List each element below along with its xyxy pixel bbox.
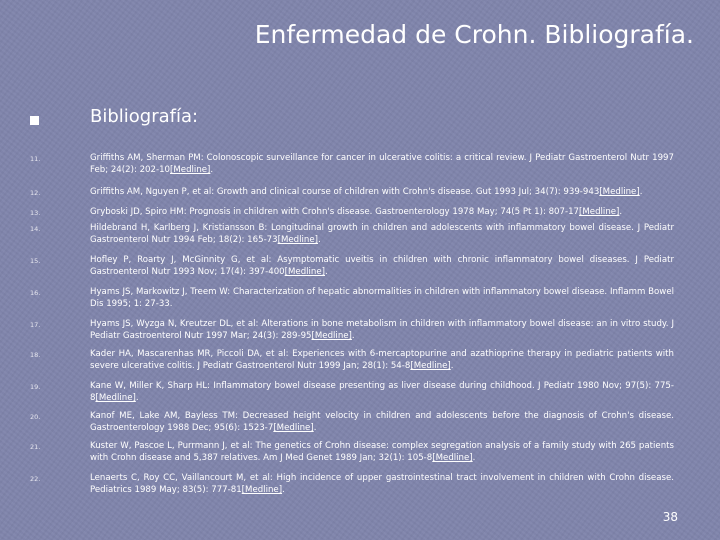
citation: Griffiths AM, Nguyen P, et al: Growth and clinical course of children with Crohn's disease. Gut 1993 Jul; 34(7): 939-943 bbox=[90, 187, 600, 197]
reference-text bbox=[90, 380, 674, 404]
reference-number: 13. bbox=[30, 209, 41, 217]
reference-text bbox=[90, 286, 674, 310]
page-number: 38 bbox=[662, 510, 678, 524]
bullet-square-icon bbox=[30, 116, 39, 125]
medline-link[interactable]: [Medline] bbox=[410, 361, 451, 371]
citation: Hofley P, Roarty J, McGinnity G, et al: Asymptomatic uveitis in children with chronic inflammatory bowel diseases. J Pediatr Gastroenterol Nutr 1993 Nov; 17(4): 397-400 bbox=[90, 255, 674, 277]
citation: Kader HA, Mascarenhas MR, Piccoli DA, et al: Experiences with 6-mercaptopurine and azathioprine therapy in pediatric patients with severe ulcerative colitis. J Pediatr Gastroenterol Nutr 1999 Jan; 28(1): 54-8 bbox=[90, 349, 674, 371]
reference-number: 17. bbox=[30, 321, 41, 329]
reference-number: 18. bbox=[30, 351, 41, 359]
reference-number: 12. bbox=[30, 189, 41, 197]
citation-end: . bbox=[325, 267, 328, 277]
reference-text bbox=[90, 152, 674, 176]
reference-number: 15. bbox=[30, 257, 41, 265]
reference-number: 19. bbox=[30, 383, 41, 391]
reference-number: 14. bbox=[30, 225, 41, 233]
reference-text bbox=[90, 254, 674, 278]
medline-link[interactable]: [Medline] bbox=[277, 235, 318, 245]
citation-end: . bbox=[450, 361, 454, 371]
reference-text bbox=[90, 348, 674, 372]
citation: Gryboski JD, Spiro HM: Prognosis in children with Crohn's disease. Gastroenterology 1978 May; 74(5 Pt 1): 807-17 bbox=[90, 207, 580, 217]
citation-end: . bbox=[313, 423, 317, 433]
citation: Kane W, Miller K, Sharp HL: Inflammatory bowel disease presenting as liver disease during childhood. J Pediatr 1980 Nov; 97(5): 775-8 bbox=[90, 381, 674, 403]
medline-link[interactable]: [Medline] bbox=[579, 207, 620, 217]
reference-text bbox=[90, 410, 674, 434]
citation: Kanof ME, Lake AM, Bayless TM: Decreased height velocity in children and adolescents before the diagnosis of Crohn's disease. Gastroenterology 1988 Dec; 95(6): 1523-7 bbox=[90, 411, 674, 433]
reference-text bbox=[90, 472, 674, 496]
medline-link[interactable]: [Medline] bbox=[599, 187, 640, 197]
medline-link[interactable]: [Medline] bbox=[311, 331, 352, 341]
citation: Kuster W, Pascoe L, Purrmann J, et al: The genetics of Crohn disease: complex segregation analysis of a family study with 265 patients with Crohn disease and 5,387 relatives. Am J Med Genet 1989 Jan; 32(1): 105-8 bbox=[90, 441, 674, 463]
citation-end: . bbox=[135, 393, 139, 403]
citation: Hyams JS, Wyzga N, Kreutzer DL, et al: Alterations in bone metabolism in children with inflammatory bowel disease: an in vitro study. J Pediatr Gastroenterol Nutr 1997 Mar; 24(3): 289-95 bbox=[90, 319, 674, 341]
reference-text bbox=[90, 318, 674, 342]
citation-end: . bbox=[639, 187, 643, 197]
citation: Hyams JS, Markowitz J, Treem W: Characterization of hepatic abnormalities in children with inflammatory bowel disease. Inflamm Bowel Dis 1995; 1: 27-33. bbox=[90, 287, 674, 309]
medline-link[interactable]: [Medline] bbox=[432, 453, 473, 463]
reference-number: 20. bbox=[30, 413, 41, 421]
citation-end: . bbox=[351, 331, 355, 341]
slide-title: Enfermedad de Crohn. Bibliografía. bbox=[254, 20, 694, 49]
citation-end: . bbox=[619, 207, 623, 217]
medline-link[interactable]: [Medline] bbox=[95, 393, 136, 403]
reference-number: 21. bbox=[30, 443, 41, 451]
citation-end: . bbox=[472, 453, 476, 463]
medline-link[interactable]: [Medline] bbox=[170, 165, 211, 175]
reference-text bbox=[90, 206, 674, 218]
reference-number: 22. bbox=[30, 475, 41, 483]
reference-text bbox=[90, 440, 674, 464]
reference-number: 11. bbox=[30, 155, 41, 163]
reference-text bbox=[90, 186, 674, 198]
medline-link[interactable]: [Medline] bbox=[284, 267, 326, 277]
medline-link[interactable]: [Medline] bbox=[241, 485, 283, 495]
section-heading: Bibliografía: bbox=[90, 106, 199, 127]
reference-number: 16. bbox=[30, 289, 41, 297]
medline-link[interactable]: [Medline] bbox=[273, 423, 314, 433]
citation: Hildebrand H, Karlberg J, Kristiansson B: Longitudinal growth in children and adolescents with inflammatory bowel disease. J Pediatr Gastroenterol Nutr 1994 Feb; 18(2): 165-73 bbox=[90, 223, 674, 245]
reference-text bbox=[90, 222, 674, 246]
citation-end: . bbox=[318, 235, 321, 245]
citation-end: . bbox=[282, 485, 285, 495]
citation-end: . bbox=[210, 165, 214, 175]
citation: Lenaerts C, Roy CC, Vaillancourt M, et al: High incidence of upper gastrointestinal tract involvement in children with Crohn disease. Pediatrics 1989 May; 83(5): 777-81 bbox=[90, 473, 674, 495]
citation: Griffiths AM, Sherman PM: Colonoscopic surveillance for cancer in ulcerative colitis: a critical review. J Pediatr Gastroenterol Nutr 1997 Feb; 24(2): 202-10 bbox=[90, 153, 674, 175]
